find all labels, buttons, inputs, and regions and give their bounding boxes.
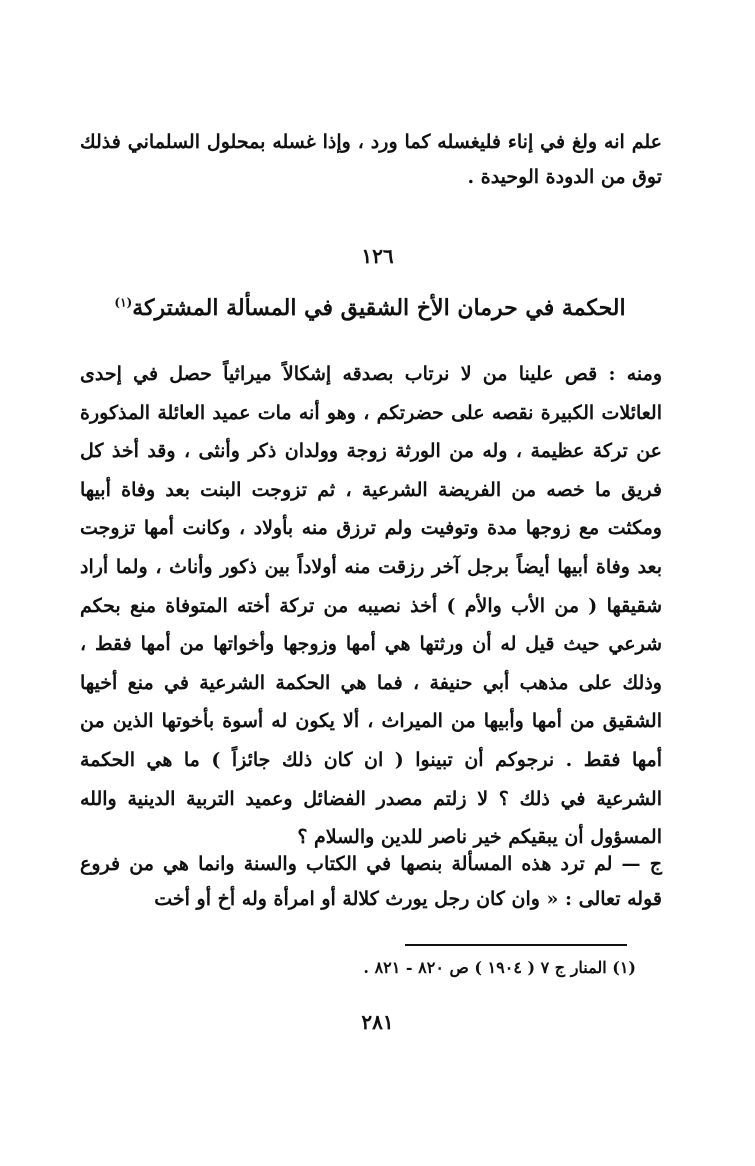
intro-paragraph	[80, 125, 662, 195]
intro-text: علم انه ولغ في إناء فليغسله كما ورد ، وإذا غسله بمحلول السلماني فذلك توق من الدودة الوحيدة .	[80, 131, 662, 188]
footnote: (١) المنار ج ٧ ( ١٩٠٤ ) ص ٨٢٠ - ٨٢١ .	[363, 958, 636, 977]
question-text: ومنه : قص علينا من لا نرتاب بصدقه إشكالاً ميراثياً حصل في إحدى العائلات الكبيرة نقصه على حضرتكم ، وهو أنه مات عميد العائلة المذكورة عن تركة عظيمة ، وله من الورثة زوجة وولدان ذكر وأنثى ، وقد أخذ كل فريق ما خصه من الفريضة الشرعية ، ثم تزوجت البنت بعد وفاة أبيها ومكثت مع زوجها مدة وتوفيت ولم ترزق منه بأولاد ، وكانت أمها تزوجت بعد وفاة أبيها أيضاً برجل آخر رزقت منه أولاداً بين ذكور وأناث ، ولما أراد شقيقها ( من الأب والأم ) أخذ نصيبه من تركة أخته المتوفاة منع بحكم شرعي حيث قيل له أن ورثتها هي أمها وزوجها وأخواتها من أمها فقط ، وذلك على مذهب أبي حنيفة ، فما هي الحكمة الشرعية في منع أخيها الشقيق من أمها وأبيها من الميراث ، ألا يكون له أسوة بأخوتها الذين من أمها فقط . نرجوكم أن تبينوا ( ان كان ذلك جائزاً ) ما هي الحكمة الشرعية في ذلك ؟ لا زلتم مصدر الفضائل وعميد التربية الدينية والله المسؤول أن يبقيكم خير ناصر للدين والسلام ؟	[80, 363, 662, 849]
answer-paragraph	[80, 847, 662, 917]
section-title-text: الحكمة في حرمان الأخ الشقيق في المسألة المشتركة	[132, 295, 626, 321]
footnote-divider	[405, 944, 627, 946]
section-title	[60, 295, 680, 321]
question-paragraph	[80, 355, 662, 857]
section-number: ١٢٦	[361, 244, 394, 268]
answer-text: ج — لم ترد هذه المسألة بنصها في الكتاب والسنة وانما هي من فروع قوله تعالى : « وان كان رجل يورث كلالة أو امرأة وله أخ أو أخت	[80, 853, 662, 910]
page-number: ٢٨١	[361, 1010, 394, 1034]
footnote-marker: (١)	[114, 295, 133, 310]
